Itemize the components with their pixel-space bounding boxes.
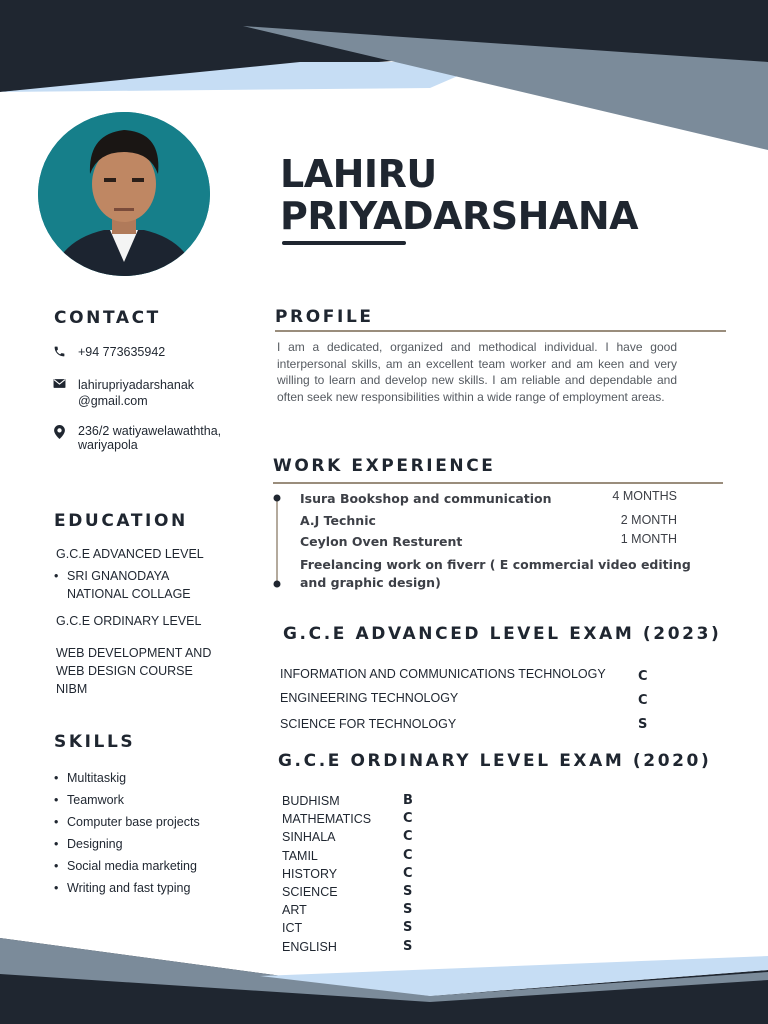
profile-text: I am a dedicated, organized and methodical individual. I have good interpersonal skills, am an excellent team worker and am keen and very willing to learn and develop new skills. I am reliable and dependable and often seek new responsibilities within a wide range of employment areas.	[277, 340, 677, 404]
job-title: Ceylon Oven Resturent	[300, 534, 463, 549]
email-icon	[52, 376, 66, 390]
timeline-line	[272, 494, 282, 590]
location-icon	[52, 425, 66, 439]
ol-exam-heading: G.C.E ORDINARY LEVEL EXAM (2020)	[278, 751, 712, 771]
ol-subject: TAMIL	[282, 848, 318, 863]
contact-phone[interactable]: +94 773635942	[78, 345, 166, 359]
ol-grade: S	[403, 902, 413, 918]
job-title: A.J Technic	[300, 513, 376, 528]
skill-item: • Writing and fast typing	[54, 877, 200, 899]
edu-course: WEB DEVELOPMENT AND WEB DESIGN COURSE NIBM	[56, 646, 212, 696]
job-duration: 1 MONTH	[620, 532, 677, 546]
ol-grade: C	[403, 811, 413, 827]
contact-heading: CONTACT	[54, 308, 161, 328]
ol-subject: ENGLISH	[282, 939, 337, 954]
ol-subject: BUDHISM	[282, 794, 340, 808]
ol-subject: HISTORY	[282, 866, 338, 881]
ol-subject: MATHEMATICS	[282, 812, 372, 827]
profile-rule	[275, 330, 726, 332]
skill-item: • Computer base projects	[54, 811, 200, 833]
al-grade: C	[638, 693, 648, 708]
footer-decoration	[0, 930, 768, 1024]
ol-subject: ICT	[282, 921, 303, 936]
job-duration: 2 MONTH	[620, 513, 677, 527]
ol-grade: C	[403, 847, 413, 863]
al-exam-heading: G.C.E ADVANCED LEVEL EXAM (2023)	[283, 624, 722, 644]
al-grade: C	[638, 669, 648, 684]
job-title: Freelancing work on fiverr ( E commercial video editing and graphic design)	[300, 557, 691, 590]
name-underline	[282, 241, 406, 245]
job-duration: 4 MONTHS	[612, 489, 677, 503]
edu-ol-title: G.C.E ORDINARY LEVEL	[56, 614, 202, 628]
job-title: Isura Bookshop and communication	[300, 491, 552, 506]
skill-item: • Teamwork	[54, 789, 200, 811]
edu-al-title: G.C.E ADVANCED LEVEL	[56, 547, 204, 561]
skills-heading: SKILLS	[54, 732, 136, 752]
full-name: LAHIRU PRIYADARSHANA	[280, 152, 639, 238]
profile-heading: PROFILE	[275, 307, 374, 327]
contact-email[interactable]: lahirupriyadarshanak @gmail.com	[78, 378, 195, 408]
ol-subject: SCIENCE	[282, 885, 338, 900]
education-heading: EDUCATION	[54, 511, 188, 531]
ol-grade: S	[403, 920, 413, 936]
ol-subject: SINHALA	[282, 830, 336, 845]
work-rule	[273, 482, 723, 484]
skill-item: • Designing	[54, 833, 200, 855]
al-subject: SCIENCE FOR TECHNOLOGY	[280, 717, 457, 731]
al-subject: ENGINEERING TECHNOLOGY	[280, 691, 459, 705]
skill-item: • Multitaskig	[54, 767, 200, 789]
edu-al-school: • SRI GNANODAYA NATIONAL COLLAGE	[54, 567, 191, 603]
skill-item: • Social media marketing	[54, 855, 200, 877]
phone-icon	[52, 344, 66, 358]
al-grade: S	[638, 717, 648, 732]
ol-subject: ART	[282, 903, 307, 918]
profile-photo	[38, 112, 210, 276]
ol-grade: B	[403, 793, 413, 808]
ol-grade: C	[403, 829, 413, 845]
work-heading: WORK EXPERIENCE	[273, 456, 496, 476]
ol-grade: S	[403, 884, 413, 900]
ol-grade: C	[403, 865, 413, 881]
al-subject: INFORMATION AND COMMUNICATIONS TECHNOLOGY	[280, 667, 606, 681]
contact-address: 236/2 watiyawelawaththa, wariyapola	[78, 424, 222, 452]
ol-grade: S	[403, 938, 413, 954]
